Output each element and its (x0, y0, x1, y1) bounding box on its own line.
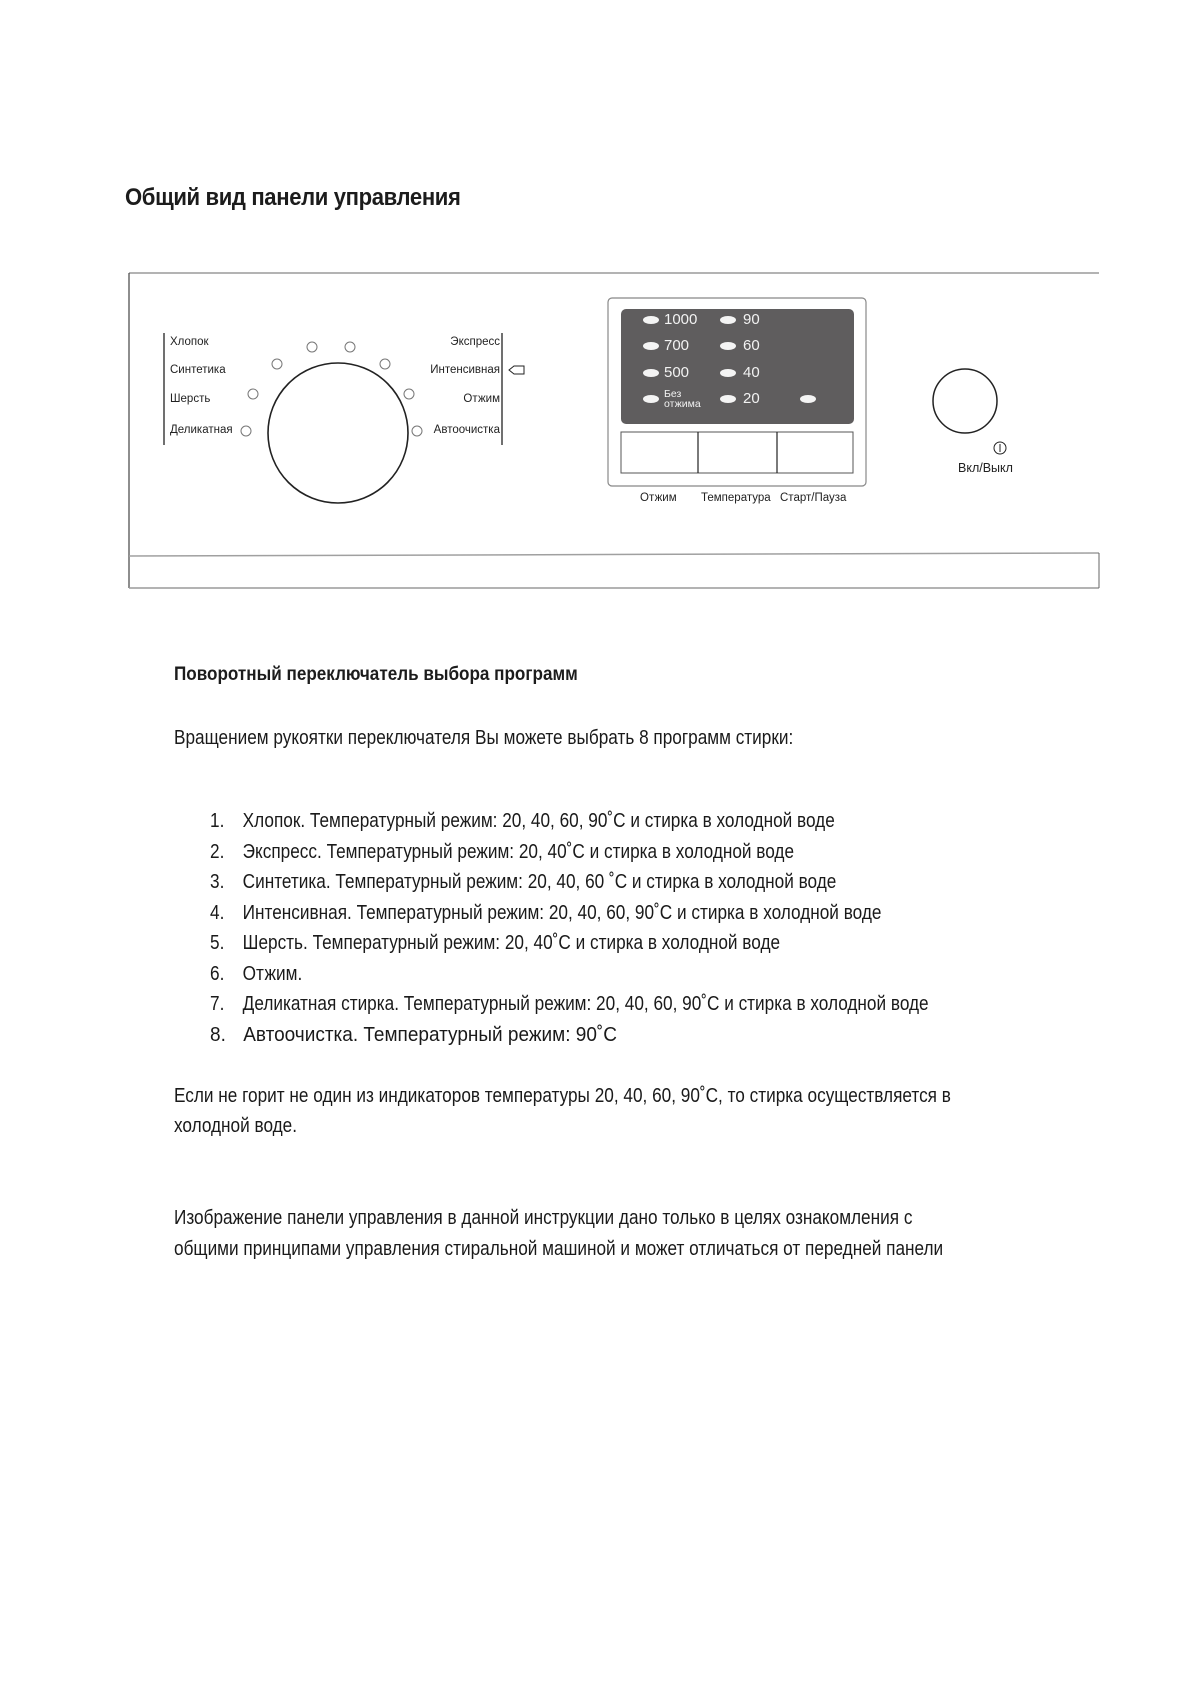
program-indicator (272, 359, 282, 369)
section-heading: Поворотный переключатель выбора программ (174, 664, 578, 685)
list-item: 3. Синтетика. Температурный режим: 20, 40, 60 ˚C и стирка в холодной воде (210, 871, 837, 893)
list-item: 7. Деликатная стирка. Температурный режим: 20, 40, 60, 90˚C и стирка в холодной воде (210, 993, 929, 1015)
program-indicator (380, 359, 390, 369)
intro-text: Вращением рукоятки переключателя Вы можете выбрать 8 программ стирки: (174, 727, 794, 749)
control-panel-diagram (0, 0, 1191, 620)
power-button-label: Вкл/Выкл (958, 461, 1013, 475)
temperature-button-label[interactable]: Температура (701, 492, 771, 504)
led-temp-60 (720, 342, 736, 350)
list-item: 1. Хлопок. Температурный режим: 20, 40, 60, 90˚C и стирка в холодной воде (210, 810, 835, 832)
program-indicator (345, 342, 355, 352)
list-item: 2. Экспресс. Температурный режим: 20, 40˚C и стирка в холодной воде (210, 840, 795, 863)
list-item: 5. Шерсть. Температурный режим: 20, 40˚C и стирка в холодной воде (210, 932, 781, 954)
program-label-autoclean: Автоочистка (433, 424, 500, 436)
led-spin-1000 (643, 316, 659, 324)
led-temp-40 (720, 369, 736, 377)
led-display (621, 309, 854, 424)
program-indicator (404, 389, 414, 399)
program-label-synthetics: Синтетика (170, 364, 226, 376)
program-indicator (248, 389, 258, 399)
panel-lower-line (129, 553, 1099, 556)
disclaimer-line-1: Изображение панели управления в данной инструкции дано только в целях ознакомления с (174, 1207, 913, 1229)
temp-60-label: 60 (743, 337, 760, 354)
led-spin-500 (643, 369, 659, 377)
list-item: 6. Отжим. (210, 962, 303, 985)
power-icon (994, 442, 1006, 454)
led-temp-20 (720, 395, 736, 403)
program-label-wool: Шерсть (170, 393, 211, 405)
program-knob[interactable] (268, 363, 408, 503)
program-indicator (412, 426, 422, 436)
program-list (210, 810, 1046, 1054)
spin-1000-label: 1000 (664, 311, 698, 328)
page-title: Общий вид панели управления (125, 184, 461, 211)
program-label-express: Экспресс (450, 336, 500, 348)
led-no-spin (643, 395, 659, 403)
dial-marker-icon (509, 366, 524, 374)
no-spin-label-line1: Без (664, 388, 682, 400)
led-spin-700 (643, 342, 659, 350)
temp-90-label: 90 (743, 311, 760, 328)
no-spin-label-line2: отжима (664, 398, 701, 410)
led-temp-90 (720, 316, 736, 324)
power-button[interactable] (933, 369, 997, 433)
note-line-1: Если не горит не один из индикаторов температуры 20, 40, 60, 90˚C, то стирка осуществляется в (174, 1085, 951, 1107)
program-label-delicate: Деликатная (170, 424, 233, 436)
temp-40-label: 40 (743, 364, 760, 381)
spin-button-label[interactable]: Отжим (640, 492, 677, 504)
button-strip (621, 432, 853, 473)
led-start (800, 395, 816, 403)
list-item: 4. Интенсивная. Температурный режим: 20, 40, 60, 90˚C и стирка в холодной воде (210, 901, 882, 924)
start-pause-button-label[interactable]: Старт/Пауза (780, 492, 847, 504)
temp-20-label: 20 (743, 390, 760, 407)
note-line-2: холодной воде. (174, 1115, 298, 1137)
program-label-intensive: Интенсивная (430, 364, 500, 376)
list-item: 8. Автоочистка. Температурный режим: 90˚C (210, 1023, 617, 1046)
program-indicator (307, 342, 317, 352)
program-indicator (241, 426, 251, 436)
disclaimer-line-2: общими принципами управления стиральной машиной и может отличаться от передней панели (174, 1238, 944, 1260)
program-label-cotton: Хлопок (170, 336, 209, 348)
spin-700-label: 700 (664, 337, 690, 354)
program-label-spin: Отжим (463, 393, 500, 405)
spin-500-label: 500 (664, 364, 690, 381)
